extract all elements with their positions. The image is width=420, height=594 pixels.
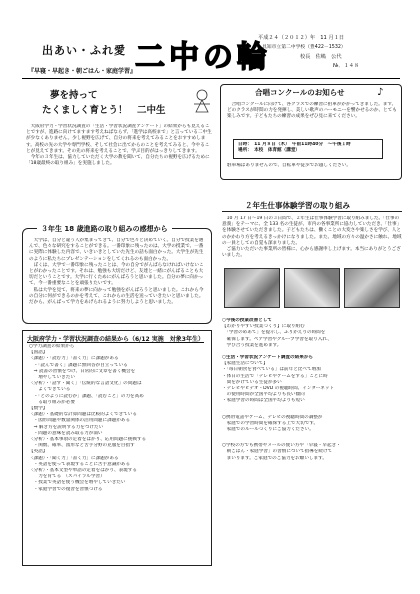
- survey-list: [29, 344, 209, 564]
- survey-line: 〈分析〉・基本事項の定着をはかり、応用問題に挑戦する: [29, 437, 147, 443]
- efforts-line: 間をかけている生徒が多い: [222, 379, 282, 385]
- efforts-line: ○今後の授業改善として: [222, 318, 272, 323]
- survey-line: ・「どのように読むか」課題、「読むこと」の力を高め: [29, 393, 144, 399]
- efforts-line: ○携帯電話やゲーム、テレビの視聴時間の調整が: [222, 414, 323, 420]
- efforts-line: 確保します。ペア学習やグループ学習を取り入れ、: [222, 336, 332, 342]
- efforts-line: の使用時間が全国平均よりも長い傾向: [222, 392, 305, 398]
- survey-title: 大阪府学力・学習状況調査の結果から（6/12 実施 対象3年生）: [27, 336, 204, 343]
- survey-line: 〈課題〉・基礎的な計算問題は比較的よくできている: [29, 412, 137, 418]
- issue-date: 平成２４（２０１２）年 11 月１日: [258, 35, 345, 41]
- survey-line: ・英語を使って表現することに苦手意識がある: [29, 461, 131, 467]
- efforts-line: ・「毎日朝食を食べている」は前年と比べて増加: [222, 367, 321, 373]
- efforts-line: ・家庭学習の時間は全国平均よりも短い: [222, 398, 305, 404]
- newsletter-title: 二中の輪: [135, 40, 271, 75]
- survey-line: ・「読んで書く」課題に無回答が目立っている: [29, 362, 128, 368]
- survey-line: 【国語】: [29, 350, 48, 356]
- intro-heading-line2: たくましく育とう！ 二中生: [42, 105, 166, 116]
- efforts-line: 家庭でのルールづくりにご協力ください。: [222, 427, 314, 433]
- survey-line: ⇒ 読書の習慣をつけ、日常的に文章を書く機会を: [29, 368, 136, 374]
- survey-line: 増やしていきたい: [29, 375, 75, 381]
- grade3-title: ３年生 18 歳進路の取り組みの感想から: [37, 224, 172, 234]
- efforts-line: 家庭での学習時間を確保する上で大切です。: [222, 420, 319, 426]
- school-name: 具知市立第二中学校（豊422－1532）: [262, 45, 346, 50]
- newsletter-subtitle: 出あい・ふれ愛: [42, 44, 126, 57]
- survey-line: る取り組みが必要: [29, 399, 75, 405]
- survey-line: 力を育てる （スパイラル学習）: [29, 474, 105, 480]
- survey-line: ・家庭学習での復習を習慣づける: [29, 486, 103, 492]
- intro-body: 大阪府学力・学習状況調査の「生活・学習状況調査アンケート」の結果からも見えることですが、進路に向けてますます考えねばならず、「進学は高校まで」と言っている二中生が少なくありません。少し視野を広げて、自分の将来を考えてみることをおすすめします。高校の先の大学や専門学校、そして社会に出てからのことを考えてみると、今やることが見えてきます。その先の将来を考えることで、学ぶ目的がはっきりしてきます。 今年の３年生は、協力していただく大学の教を聞いて、自分たちの視野を広げるために「18歳最終の取り組み」を実施しました。: [26, 124, 212, 167]
- work-experience-photo-3: [344, 268, 400, 308]
- grade2-title-underline: [222, 211, 402, 212]
- music-note-icon: ♪: [377, 87, 384, 98]
- chorus-body: 合唱コンクールに向けて、各クラスでの練習に拍車がかかってきました。まず、どのクラスが時間の力を発揮し、美しい歌声のハーモニーを響かせるのか、とても楽しみです。子どもたちの練習の成果をぜひ見に来てください。: [227, 102, 397, 120]
- grade2-body: 10 月 17 日～19 日の３日間で、２年生は仕事体験学習に取り組みました。「仕事の意義」をテーマに、全 133 名の生徒が、市内の各事業所に協力していただき、「仕事」を体験させていただきました。子どもたちは、働くことの大変さや楽しさを学び、人とのかかわり方を考えるきっかけになりました。また、地域の方々の温かさに触れ、地域の一員としての自覚も深まりました。 ご協力いただいた事業所の皆様に、心から感謝申し上げます。本当にありがとうございました。: [222, 216, 402, 259]
- survey-line: ・関数、確率、図形など苦手分野の克服を目指す: [29, 443, 135, 449]
- principal-name: 校長 佐嶋 公代: [300, 54, 342, 60]
- efforts-line: まいります。ご家庭でのご協力をお願いします。: [222, 455, 327, 461]
- efforts-line: ・体日の生活で「テレビやゲームをする」ことに時: [222, 373, 328, 379]
- grade2-title: ２年生仕事体験学習の取り組み: [245, 201, 350, 210]
- survey-line: よくできている: [29, 387, 71, 393]
- chorus-details: 日時： 11 月８日（木） 午前11時40分 ～午後１時 場所： 本校 体育館（講堂）: [238, 142, 351, 154]
- chorus-note: 駐車場はありませんので、自転車や徒歩でお越しください。: [227, 163, 351, 168]
- efforts-list: [222, 318, 402, 568]
- survey-line: 〈課題〉・「聞く力」「書く力」に課題がある: [29, 455, 119, 461]
- efforts-line: ○学校の方でも携帯やメールの使い方や「早寝・早起き・: [222, 443, 341, 449]
- survey-line: ○学力調査の結果から: [29, 344, 75, 349]
- survey-line: 【数学】: [29, 406, 48, 412]
- issue-number: №．１４８: [333, 63, 360, 69]
- survey-line: 〈分析〉・基本文型や単語の定着をはかり、表現する: [29, 468, 137, 474]
- efforts-line: ○生活・学習状況アンケート調査の結果から: [222, 355, 314, 361]
- efforts-line: 学び合う授業を進めます。: [222, 342, 282, 348]
- survey-line: 〈課題〉・「読む力」「書く力」に課題がある: [29, 356, 119, 362]
- work-experience-photo-2: [284, 268, 340, 308]
- chorus-box: [220, 84, 402, 180]
- efforts-line: 朝ごはん・家庭学習」の習慣について指導を続けて: [222, 449, 333, 455]
- intro-heading-line1: 夢を持って: [50, 90, 98, 101]
- survey-line: 〈分析〉・「話す・聞く」「伝統的な言語文化」の問題は: [29, 381, 142, 387]
- grade3-box: [22, 225, 212, 324]
- efforts-line: ・テレビやビデオ・DVD の視聴時間、インターネット: [222, 386, 335, 392]
- survey-line: ⇒ 解き方を説明する力をつけたい: [29, 424, 104, 430]
- survey-line: ・問題の意味を読み取る力が弱い: [29, 430, 103, 436]
- efforts-line: 「学習のめあて」を提示し、ふりかえりの時間を: [222, 330, 326, 336]
- efforts-line: 【わかりやすい授業づくり】に取り組む: [222, 324, 305, 330]
- efforts-line: 【家庭生活について】: [222, 361, 268, 367]
- survey-line: ・図形問題や数量関係の活用問題に課題がある: [29, 418, 131, 424]
- survey-box: [22, 330, 212, 566]
- slogan: 『早寝・早起き・朝ごはん・家庭学習』: [28, 68, 137, 75]
- chorus-details-box: [233, 139, 383, 159]
- grade3-body: 大学は、自分と違う人が集まってきて、自分で色々と決めていく。自分で授業を選んで、色々な研究をすることができる。一番印象に残ったのは、大学の授業で、一番に実際に体験した内容で、いきいきとしていた先生の話も面白かった。大学生が先生のように私たちにプレゼンテーションをしてくれるのも面白かった。 ぼくは、大学で一番印象に残ったことは、今の自分でがんばらなければいけないことがわかったことです。それは、勉強も大切だけど、友達と一緒にがんばることも大切だということです。大学に行くためにがんばろうと思いました。自分の夢に向かって、今一番重要なことを頑張りたいです。 私は大学を見て、将来の夢に向かって勉強をがんばろうと思いました。これから今の自分に何ができるのかを考えて、これからの生活を送っていきたいと思いました。だから、がんばって学力をあげられるように努力しようと思いました。: [29, 238, 204, 306]
- work-experience-photo-1: [224, 268, 280, 308]
- survey-line: 【英語】: [29, 449, 48, 455]
- drawing-icon: [192, 88, 212, 114]
- intro-heading-box: [36, 85, 192, 119]
- survey-line: ・授業で英語を使う機会を増やしていきたい: [29, 480, 126, 486]
- chorus-title: 合唱コンクールのお知らせ: [255, 88, 345, 97]
- header-divider: [22, 78, 400, 79]
